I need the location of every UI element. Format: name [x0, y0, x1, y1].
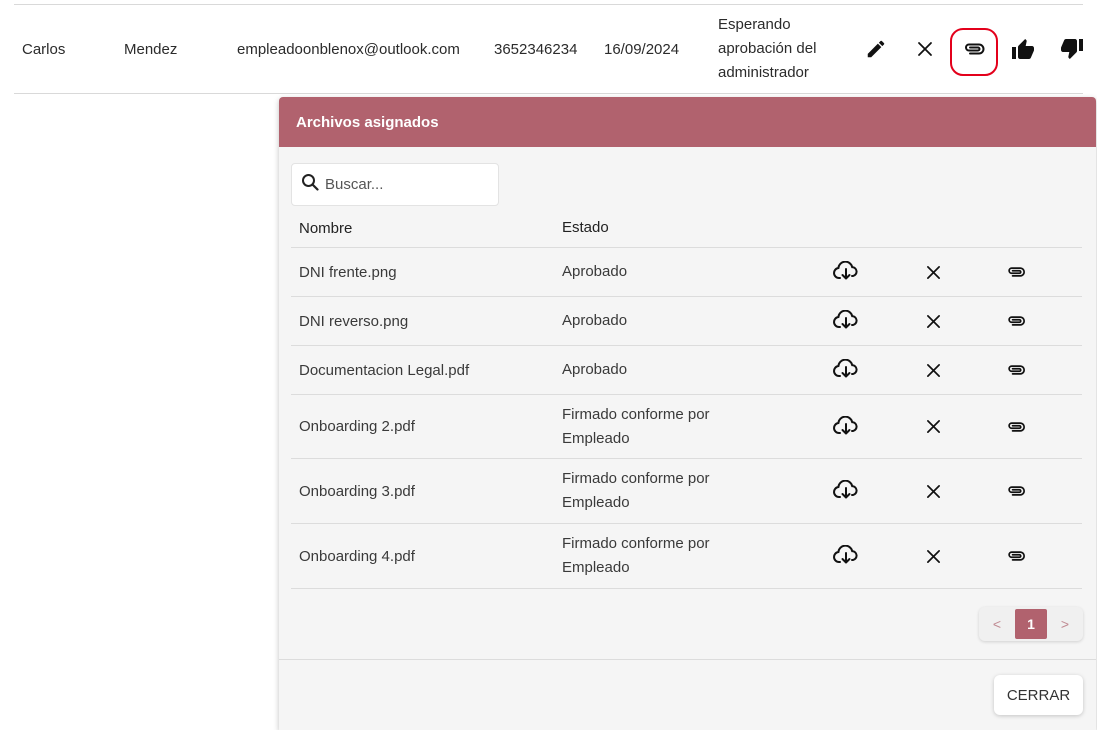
thumbs-down-icon[interactable] — [1055, 32, 1089, 66]
file-name: DNI frente.png — [299, 263, 397, 281]
cloud-download-icon[interactable] — [831, 257, 861, 287]
pagination-next[interactable]: > — [1060, 616, 1070, 632]
file-state: Firmado conforme por Empleado — [562, 405, 710, 447]
cloud-download-icon[interactable] — [831, 355, 861, 385]
phone: 3652346234 — [494, 40, 578, 58]
search-input[interactable] — [325, 176, 485, 193]
attachment-icon[interactable] — [1001, 412, 1031, 442]
close-icon[interactable] — [918, 476, 948, 506]
files-table — [291, 209, 1082, 589]
attachment-icon[interactable] — [1001, 257, 1031, 287]
close-icon[interactable] — [918, 541, 948, 571]
table-row — [291, 297, 1082, 346]
cloud-download-icon[interactable] — [831, 541, 861, 571]
close-icon[interactable] — [918, 257, 948, 287]
row-divider — [14, 93, 1083, 94]
cloud-download-icon[interactable] — [831, 412, 861, 442]
attachment-icon[interactable] — [957, 32, 991, 66]
column-header-state: Estado — [562, 219, 609, 236]
file-name: Onboarding 2.pdf — [299, 418, 415, 435]
edit-icon[interactable] — [859, 32, 893, 66]
pagination-page-1[interactable]: 1 — [1015, 609, 1047, 639]
close-icon[interactable] — [908, 32, 942, 66]
attachment-icon[interactable] — [1001, 306, 1031, 336]
file-state: Firmado conforme por Empleado — [562, 535, 710, 576]
status-text: Esperando aprobación del administrador — [718, 16, 817, 81]
table-row — [291, 524, 1082, 589]
table-row — [291, 346, 1082, 395]
file-state: Aprobado — [562, 263, 628, 280]
modal-header — [279, 97, 1096, 147]
pagination-prev[interactable]: < — [992, 616, 1002, 632]
file-state: Firmado conforme por Empleado — [562, 470, 710, 511]
first-name: Carlos — [22, 40, 66, 58]
search-icon — [301, 173, 319, 196]
file-name: DNI reverso.png — [299, 312, 409, 330]
close-icon[interactable] — [918, 355, 948, 385]
email: empleadoonblenox@outlook.com — [237, 40, 460, 58]
close-button[interactable]: CERRAR — [994, 675, 1083, 715]
file-state: Aprobado — [562, 361, 628, 378]
cloud-download-icon[interactable] — [831, 306, 861, 336]
attachment-icon[interactable] — [1001, 355, 1031, 385]
file-state: Aprobado — [562, 312, 628, 329]
table-row — [291, 248, 1082, 297]
date: 16/09/2024 — [604, 40, 680, 58]
last-name: Mendez — [124, 40, 178, 58]
file-name: Documentacion Legal.pdf — [299, 361, 470, 379]
cloud-download-icon[interactable] — [831, 476, 861, 506]
close-icon[interactable] — [918, 412, 948, 442]
assigned-files-modal — [279, 97, 1096, 730]
attachment-icon[interactable] — [1001, 541, 1031, 571]
search-box[interactable] — [291, 163, 499, 206]
attachment-icon[interactable] — [1001, 476, 1031, 506]
modal-title: Archivos asignados — [296, 113, 439, 131]
column-header-name: Nombre — [299, 219, 353, 237]
file-name: Onboarding 4.pdf — [299, 547, 415, 565]
file-name: Onboarding 3.pdf — [299, 482, 415, 500]
table-header — [291, 209, 1082, 248]
footer-divider — [279, 659, 1096, 660]
close-icon[interactable] — [918, 306, 948, 336]
employee-row — [0, 5, 1097, 93]
table-row — [291, 395, 1082, 459]
table-row — [291, 459, 1082, 524]
pagination — [979, 607, 1083, 641]
thumbs-up-icon[interactable] — [1006, 32, 1040, 66]
